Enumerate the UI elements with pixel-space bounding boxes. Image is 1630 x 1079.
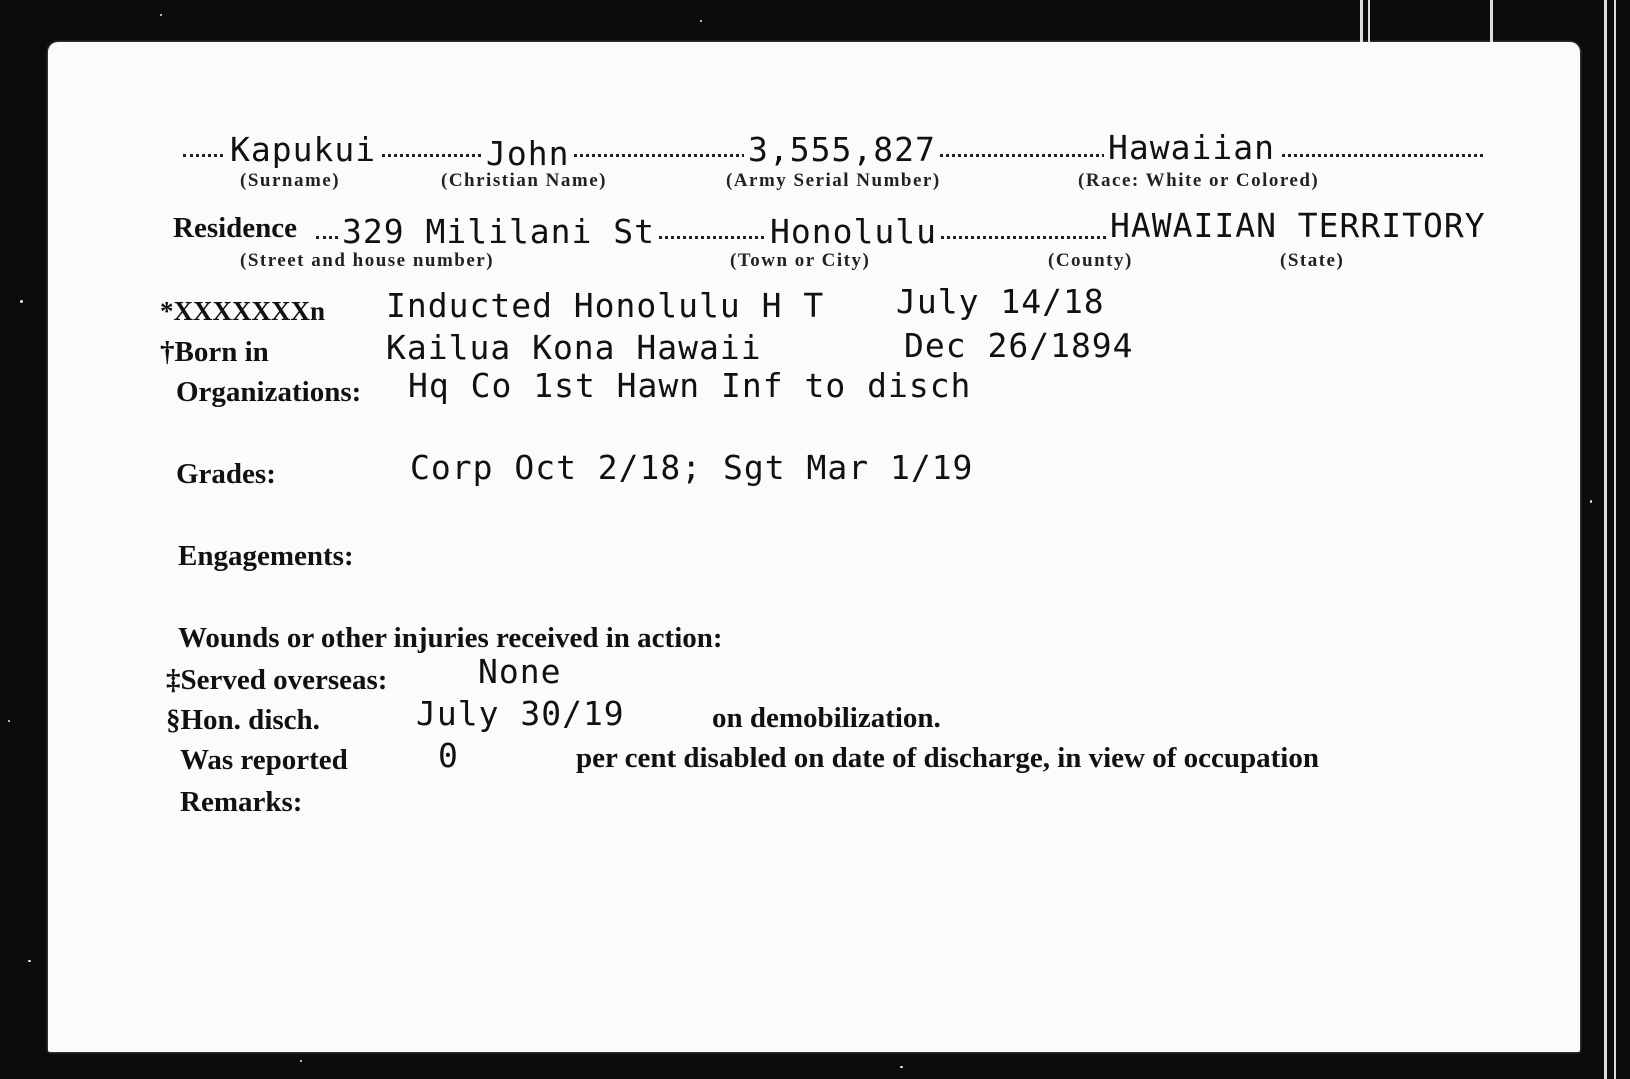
dust-speck <box>8 720 10 722</box>
discharge-suffix: on demobilization. <box>712 702 941 734</box>
discharge-label: §Hon. disch. <box>166 704 320 736</box>
town-caption: (Town or City) <box>730 250 871 271</box>
surname-value: Kapukui <box>226 130 380 169</box>
wounds-label: Wounds or other injuries received in action: <box>178 622 723 654</box>
scan-edge-line <box>1490 0 1493 42</box>
dust-speck <box>1590 500 1592 503</box>
county-caption: (County) <box>1048 250 1133 271</box>
christian-name-caption: (Christian Name) <box>441 170 607 191</box>
disability-suffix: per cent disabled on date of discharge, in view of occupation <box>576 742 1319 774</box>
enlisted-label: *XXXXXXXn <box>160 296 326 326</box>
organizations-value: Hq Co 1st Hawn Inf to disch <box>408 366 972 405</box>
induction-date: July 14/18 <box>896 282 1105 321</box>
scan-edge-line <box>1614 0 1616 1079</box>
induction-value: Inducted Honolulu H T <box>386 286 825 325</box>
christian-name-value: John <box>482 134 573 173</box>
street-value: 329 Mililani St <box>338 212 659 251</box>
dust-speck <box>160 14 162 16</box>
born-label: †Born in <box>160 336 269 368</box>
serial-number-value: 3,555,827 <box>744 130 940 169</box>
remarks-label: Remarks: <box>180 786 303 818</box>
town-value: Honolulu <box>766 212 941 251</box>
dust-speck <box>700 20 702 22</box>
dust-speck <box>28 960 31 962</box>
scan-edge-line <box>1368 0 1370 42</box>
engagements-label: Engagements: <box>178 540 354 572</box>
dust-speck <box>20 300 23 303</box>
birth-date: Dec 26/1894 <box>904 326 1134 365</box>
organizations-label: Organizations: <box>176 376 362 408</box>
served-overseas-label: ‡Served overseas: <box>166 664 388 696</box>
disability-value: 0 <box>438 736 459 775</box>
residence-label: Residence <box>173 212 298 244</box>
dust-speck <box>300 1060 302 1062</box>
discharge-date: July 30/19 <box>416 694 625 733</box>
disability-label: Was reported <box>180 744 348 776</box>
draft-record-card <box>48 42 1580 1052</box>
grades-value: Corp Oct 2/18; Sgt Mar 1/19 <box>410 448 974 487</box>
state-caption: (State) <box>1280 250 1345 271</box>
race-caption: (Race: White or Colored) <box>1078 170 1320 191</box>
race-value: Hawaiian <box>1104 128 1279 167</box>
street-caption: (Street and house number) <box>240 250 495 271</box>
scan-edge-line <box>1604 0 1607 1079</box>
state-value: HAWAIIAN TERRITORY <box>1106 206 1490 245</box>
grades-label: Grades: <box>176 458 276 490</box>
scan-edge-line <box>1360 0 1363 42</box>
surname-caption: (Surname) <box>240 170 341 191</box>
birthplace-value: Kailua Kona Hawaii <box>386 328 762 367</box>
serial-number-caption: (Army Serial Number) <box>726 170 941 191</box>
dust-speck <box>900 1066 903 1068</box>
served-overseas-value: None <box>478 652 562 691</box>
